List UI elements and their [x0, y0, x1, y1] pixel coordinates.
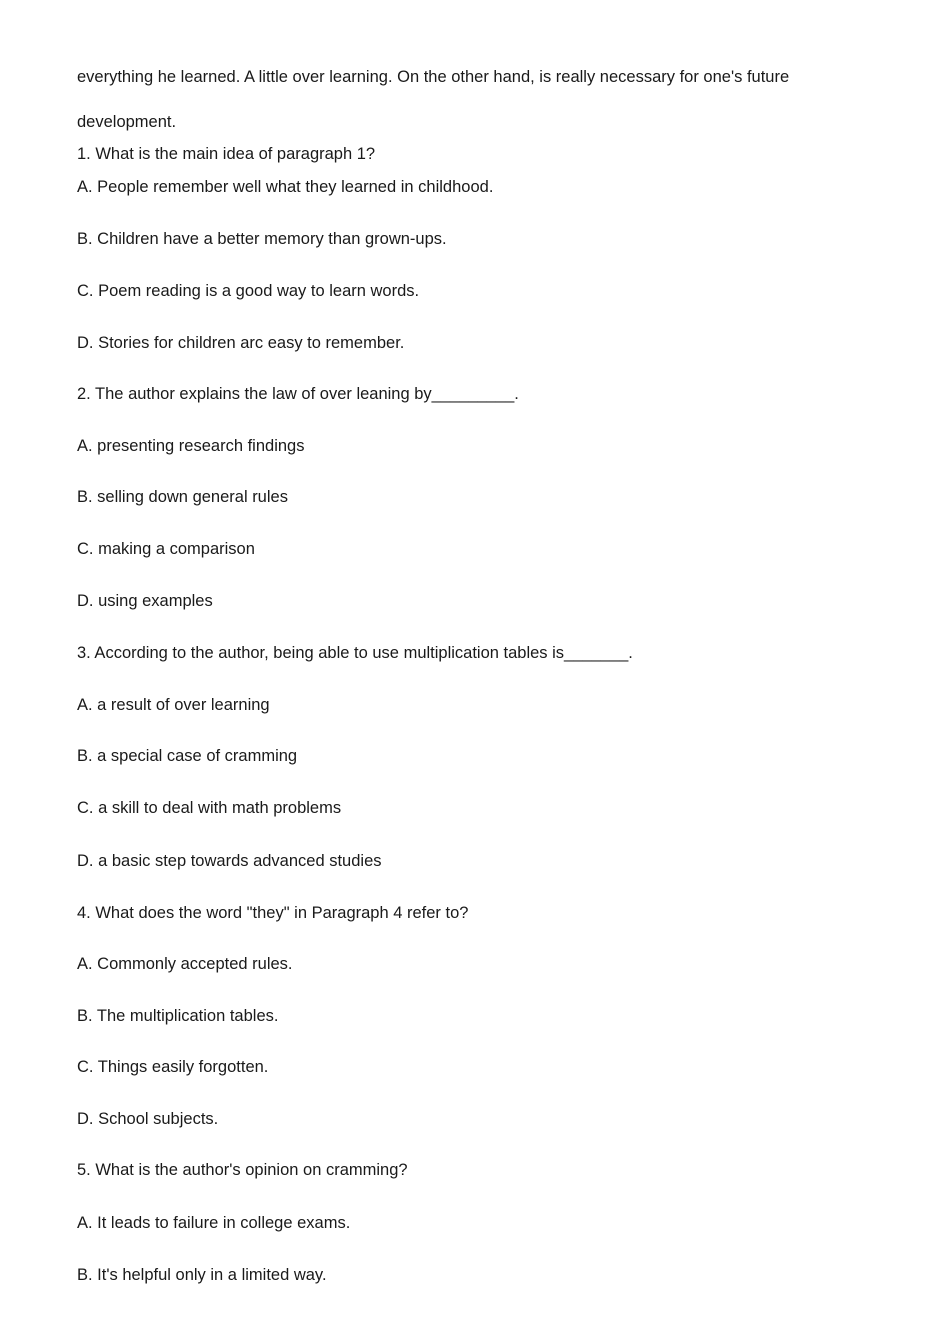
question-prompt: 1. What is the main idea of paragraph 1?: [77, 145, 376, 163]
answer-option: A. People remember well what they learned in childhood.: [77, 178, 494, 196]
answer-option: C. making a comparison: [77, 540, 255, 558]
answer-option: C. Things easily forgotten.: [77, 1058, 269, 1076]
answer-option: D. using examples: [77, 592, 213, 610]
answer-option: B. The multiplication tables.: [77, 1007, 279, 1025]
question-prompt: 2. The author explains the law of over leaning by_________.: [77, 385, 519, 403]
answer-option: A. a result of over learning: [77, 696, 270, 714]
answer-option: D. a basic step towards advanced studies: [77, 852, 382, 870]
passage-text-line: development.: [77, 113, 177, 131]
answer-option: D. School subjects.: [77, 1110, 219, 1128]
answer-option: A. It leads to failure in college exams.: [77, 1214, 351, 1232]
question-prompt: 5. What is the author's opinion on cramming?: [77, 1161, 408, 1179]
question-prompt: 3. According to the author, being able to use multiplication tables is_______.: [77, 644, 633, 662]
answer-option: B. It's helpful only in a limited way.: [77, 1266, 327, 1284]
answer-option: B. Children have a better memory than grown-ups.: [77, 230, 447, 248]
answer-option: B. selling down general rules: [77, 488, 288, 506]
answer-option: A. Commonly accepted rules.: [77, 955, 293, 973]
answer-option: C. Poem reading is a good way to learn words.: [77, 282, 420, 300]
passage-text-line: everything he learned. A little over learning. On the other hand, is really necessary for one's future: [77, 68, 790, 86]
answer-option: B. a special case of cramming: [77, 747, 298, 765]
answer-option: A. presenting research findings: [77, 437, 305, 455]
answer-option: D. Stories for children arc easy to remember.: [77, 334, 405, 352]
question-prompt: 4. What does the word "they" in Paragraph 4 refer to?: [77, 904, 469, 922]
answer-option: C. a skill to deal with math problems: [77, 799, 342, 817]
